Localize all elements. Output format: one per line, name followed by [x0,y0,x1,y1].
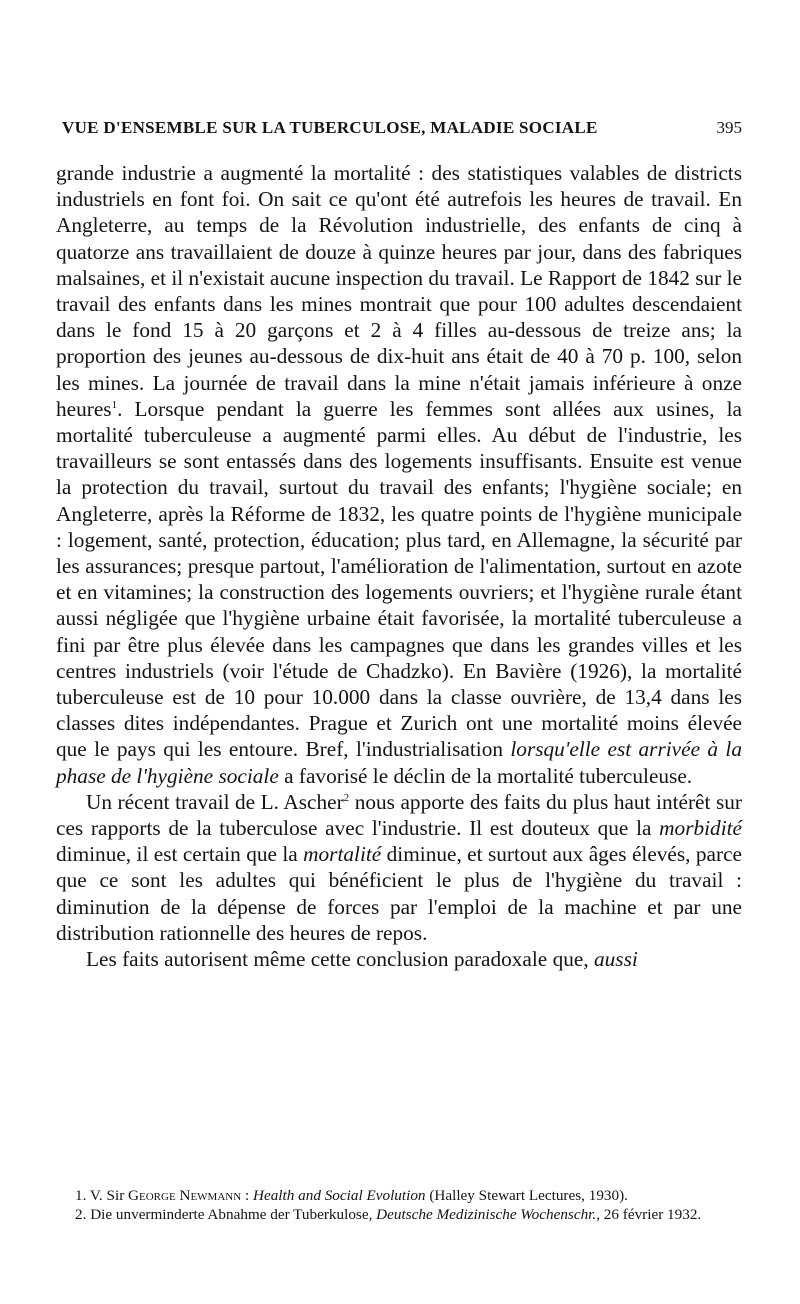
paragraph-2-text-d: diminue, et surtout aux âges élevés, parce que ce sont les adultes qui bénéficient le plus de l'hygiène du travail : diminution de la dépense de forces par l'emploi de la machine et par une distribution rationnelle des heures de repos. [56,842,742,945]
page-number: 395 [716,118,742,137]
running-title: VUE D'ENSEMBLE SUR LA TUBERCULOSE, MALADIE SOCIALE [62,118,598,137]
paragraph-1 [56,160,742,789]
paragraph-3-italic: aussi [593,947,638,972]
main-text [56,160,742,972]
footnote-1-text-b: : [241,1187,253,1204]
footnote-ref-1: 1 [111,398,118,411]
footnote-1 [58,1186,742,1205]
footnote-1-author: George Newmann [128,1187,242,1204]
footnote-1-italic: Health and Social Evolution [253,1187,426,1204]
paragraph-2-text-a: Un récent travail de L. Ascher [86,789,344,814]
footnote-1-text-a: V. Sir [89,1187,129,1204]
footnote-1-number: 1. [75,1187,87,1204]
footnotes [58,1186,742,1224]
paragraph-1-text-a: grande industrie a augmenté la mortalité : des statistiques valables de districts industriels en font foi. On sait ce qu'ont été autrefois les heures de travail. En Angleterre, au temps de la Révolution industrielle, des enfants de cinq à quatorze ans travaillaient de douze à quinze heures par jour, dans des fabriques malsaines, et il n'existait aucune inspection du travail. Le Rapport de 1842 sur le travail des enfants dans les mines montrait que pour 100 adultes descendaient dans le fond 15 à 20 garçons et 2 à 4 filles au-dessous de treize ans; la proportion des jeunes au-dessous de dix-huit ans était de 40 à 70 p. 100, selon les mines. La journée de travail dans la mine n'était jamais inférieure à onze heures [56,161,742,421]
paragraph-2-italic-mortalite: mortalité [303,842,382,867]
paragraph-3-text-a: Les faits autorisent même cette conclusion paradoxale que, [86,947,594,972]
paragraph-1-italic: lorsqu'elle est arrivée à la phase de l'hygiène sociale [56,737,742,788]
paragraph-2 [56,789,742,946]
paragraph-3 [56,946,742,972]
paragraph-2-text-c: diminue, il est certain que la [56,842,304,867]
footnote-1-text-c: (Halley Stewart Lectures, 1930). [425,1187,628,1204]
paragraph-2-text-b: nous apporte des faits du plus haut intérêt sur ces rapports de la tuberculose avec l'industrie. Il est douteux que la [56,789,742,841]
footnote-2-text-b: , 26 février 1932. [596,1206,702,1223]
footnote-ref-2: 2 [343,791,350,804]
paragraph-1-text-c: a favorisé le déclin de la mortalité tuberculeuse. [278,763,693,788]
footnote-2-text-a: Die unverminderte Abnahme der Tuberkulose, [90,1206,377,1223]
paragraph-1-text-b: . Lorsque pendant la guerre les femmes sont allées aux usines, la mortalité tuberculeuse a augmenté parmi elles. Au début de l'industrie, les travailleurs se sont entassés dans des logements insuffisants. Ensuite est venue la protection du travail, surtout du travail des enfants; l'hygiène sociale; en Angleterre, après la Réforme de 1832, les quatre points de l'hygiène municipale : logement, santé, protection, éducation; plus tard, en Allemagne, la sécurité par les assurances; presque partout, l'amélioration de l'alimentation, surtout en azote et en vitamines; la construction des logements ouvriers; et l'hygiène rurale étant aussi négligée que l'hygiène urbaine était favorisée, la mortalité tuberculeuse a fini par être plus élevée dans les campagnes que dans les grandes villes et les centres industriels (voir l'étude de Chadzko). En Bavière (1926), la mortalité tuberculeuse est de 10 pour 10.000 dans la classe ouvrière, de 13,4 dans les classes dites indépendantes. Prague et Zurich ont une mortalité moins élevée que le pays qui les entoure. Bref, l'industrialisation [56,396,742,762]
footnote-2 [58,1205,742,1224]
footnote-2-italic: Deutsche Medizinische Wochenschr. [376,1206,597,1223]
paragraph-2-italic-morbidite: morbidité [659,816,742,841]
running-header [62,118,742,138]
footnote-2-number: 2. [75,1206,87,1223]
